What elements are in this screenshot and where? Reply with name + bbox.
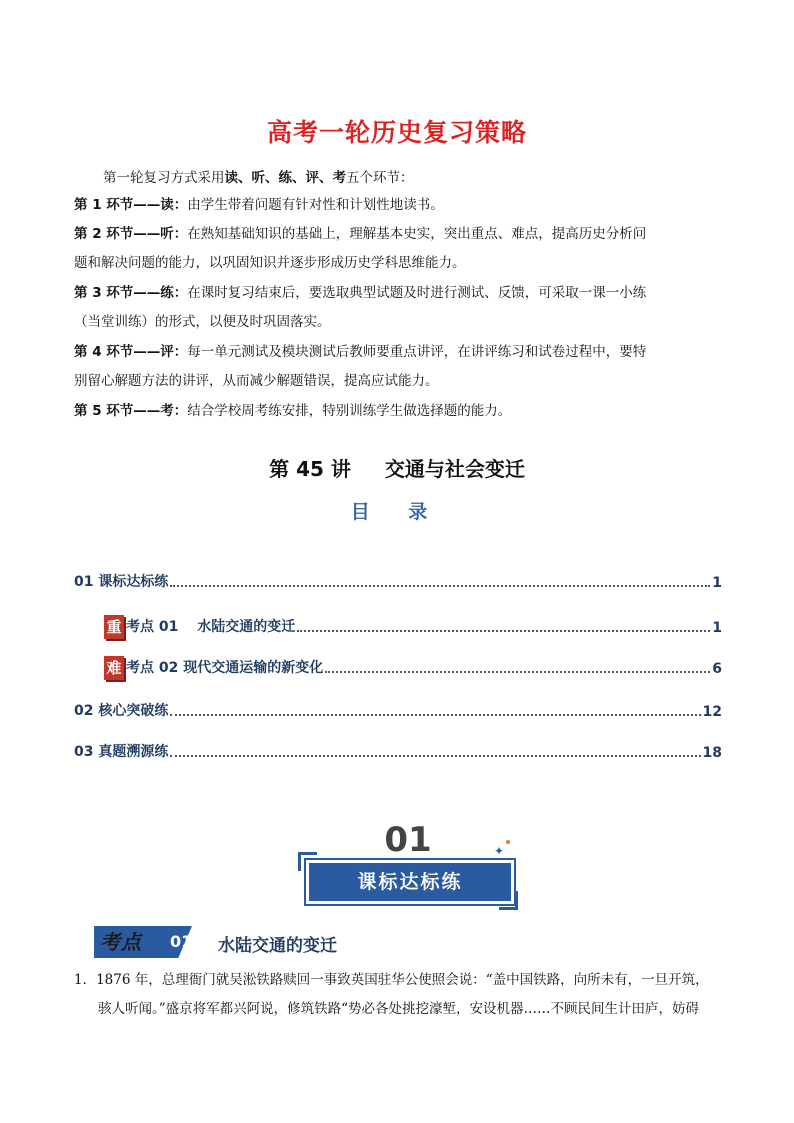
toc-item-02[interactable] bbox=[74, 700, 722, 720]
toc-leader-dots bbox=[170, 585, 710, 587]
step-2 bbox=[74, 220, 724, 277]
step-text: 结合学校周考练安排，特别训练学生做选择题的能力。 bbox=[187, 403, 512, 419]
toc-item-text: 03 真题溯源练 bbox=[74, 744, 169, 760]
toc-item-kaodian-01[interactable] bbox=[104, 612, 722, 636]
step-label: 第 4 环节——评： bbox=[74, 344, 188, 360]
toc-page-number: 18 bbox=[702, 745, 722, 761]
dot-icon bbox=[506, 840, 510, 844]
intro-prefix: 第一轮复习方式采用 bbox=[103, 170, 225, 186]
step-3 bbox=[74, 279, 724, 336]
kaodian-title: 水陆交通的变迁 bbox=[218, 936, 337, 956]
toc-item-kaodian-02[interactable] bbox=[104, 653, 722, 677]
step-4 bbox=[74, 338, 724, 395]
step-label: 第 1 环节——读： bbox=[74, 197, 188, 213]
toc-page-number: 1 bbox=[712, 575, 722, 591]
toc-item-01[interactable] bbox=[74, 571, 722, 591]
question-line: 1．1876 年，总理衙门就吴淞铁路赎回一事致英国驻华公使照会说：“盖中国铁路，向所未有，一旦开筑， bbox=[74, 972, 709, 988]
step-text: 由学生带着问题有针对性和计划性地读书。 bbox=[187, 197, 444, 213]
question-1 bbox=[74, 966, 724, 1024]
step-text: 在熟知基础知识的基础上，理解基本史实，突出重点、难点，提高历史分析问 bbox=[187, 226, 647, 242]
lecture-number: 第 45 讲 bbox=[269, 457, 351, 481]
toc-leader-dots bbox=[297, 630, 710, 632]
step-label: 第 3 环节——练： bbox=[74, 285, 188, 301]
step-text: （当堂训练）的形式，以便及时巩固落实。 bbox=[74, 313, 331, 330]
section-banner bbox=[298, 820, 518, 910]
toc-leader-dots bbox=[170, 755, 700, 757]
toc-page-number: 6 bbox=[712, 661, 722, 677]
kaodian-number: 01 bbox=[170, 932, 193, 951]
kaodian-tag-label: 考点 bbox=[100, 930, 142, 954]
step-5 bbox=[74, 397, 724, 426]
sparkle-icon: ✦ bbox=[494, 844, 505, 858]
step-text: 别留心解题方法的讲评，从而减少解题错误，提高应试能力。 bbox=[74, 372, 439, 389]
banner-corner-decoration bbox=[499, 891, 518, 910]
toc-item-text: 考点 01 水陆交通的变迁 bbox=[126, 619, 296, 635]
step-text: 题和解决问题的能力，以巩固知识并逐步形成历史学科思维能力。 bbox=[74, 254, 466, 271]
toc-page-number: 12 bbox=[702, 704, 722, 720]
question-line: 骇人听闻。”盛京将军都兴阿说，修筑铁路“势必各处挑挖濠堑，安设机器……不顾民间生计田庐，妨碍 bbox=[98, 1001, 700, 1017]
toc-item-text: 考点 02 现代交通运输的新变化 bbox=[126, 660, 324, 676]
toc-item-03[interactable] bbox=[74, 741, 722, 761]
toc-leader-dots bbox=[325, 671, 710, 673]
toc-item-text: 02 核心突破练 bbox=[74, 703, 169, 719]
step-label: 第 2 环节——听： bbox=[74, 226, 188, 242]
step-1 bbox=[74, 191, 724, 220]
section-label: 课标达标练 bbox=[357, 871, 463, 893]
toc-leader-dots bbox=[170, 714, 700, 716]
key-point-badge: 重 bbox=[104, 615, 124, 639]
intro-line bbox=[103, 166, 414, 186]
difficult-point-badge: 难 bbox=[104, 656, 124, 680]
step-text: 每一单元测试及模块测试后教师要重点讲评，在讲评练习和试卷过程中，要特 bbox=[187, 344, 647, 360]
page-title: 高考一轮历史复习策略 bbox=[266, 118, 527, 147]
step-text: 在课时复习结束后，要选取典型试题及时进行测试、反馈，可采取一课一小练 bbox=[187, 285, 647, 301]
section-number: 01 bbox=[384, 820, 432, 860]
intro-suffix: 五个环节： bbox=[346, 170, 414, 186]
toc-item-text: 01 课标达标练 bbox=[74, 574, 169, 590]
lecture-name: 交通与社会变迁 bbox=[384, 457, 525, 481]
lecture-title bbox=[0, 453, 794, 482]
step-label: 第 5 环节——考： bbox=[74, 403, 188, 419]
toc-heading: 目 录 bbox=[350, 501, 444, 523]
intro-bold: 读、听、练、评、考 bbox=[224, 170, 346, 186]
toc-page-number: 1 bbox=[712, 620, 722, 636]
